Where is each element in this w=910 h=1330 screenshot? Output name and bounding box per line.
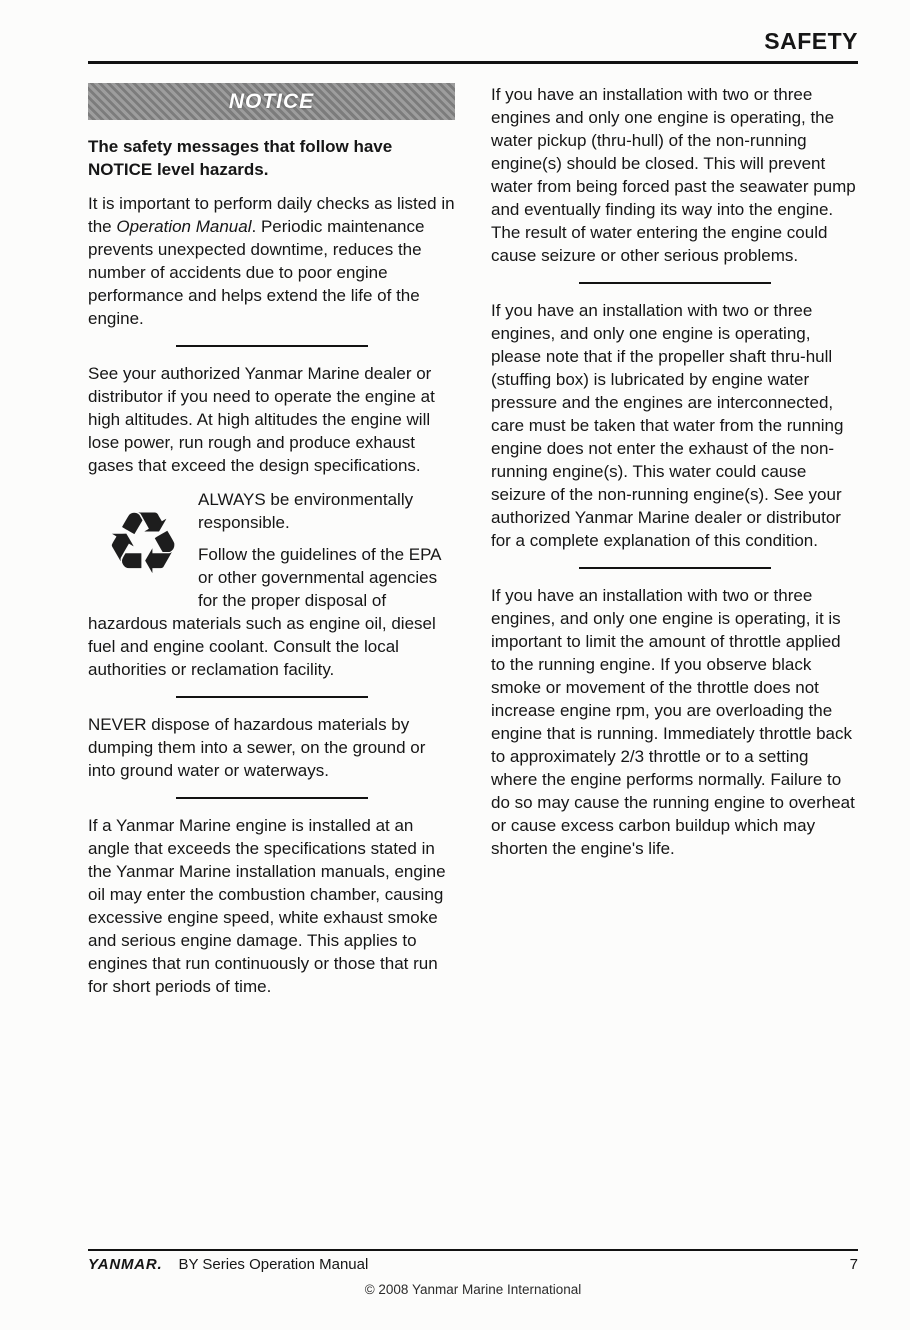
paragraph-divider bbox=[176, 345, 368, 347]
copyright-line: © 2008 Yanmar Marine International bbox=[364, 1282, 582, 1297]
right-column bbox=[491, 83, 858, 1009]
paragraph-installation-angle: If a Yanmar Marine engine is installed at an angle that exceeds the specifications stated in the Yanmar Marine installation manuals, engine oil may enter the combustion chamber, causing excessive engine speed, white exhaust smoke and serious engine damage. This applies to engines that run continuously or those that run for short periods of time. bbox=[88, 816, 446, 996]
paragraph-always-responsible: ALWAYS be environmentally responsible. bbox=[198, 490, 414, 532]
paragraph-divider bbox=[579, 567, 771, 569]
footer-row bbox=[88, 1256, 858, 1273]
left-column bbox=[88, 83, 455, 1009]
footer-rule bbox=[88, 1249, 858, 1251]
text-run: It is important to perform daily checks as listed in the bbox=[88, 194, 455, 236]
page-footer bbox=[88, 1249, 858, 1297]
text-run: . Periodic maintenance prevents unexpected downtime, reduces the number of accidents due to poor engine performance and helps extend the life of the engine. bbox=[88, 217, 425, 328]
yanmar-logo: YANMAR. bbox=[88, 1256, 163, 1273]
notice-banner bbox=[88, 83, 455, 120]
recycle-icon: ♻ bbox=[104, 494, 182, 594]
notice-heading: The safety messages that follow have NOTICE level hazards. bbox=[88, 137, 393, 179]
header-rule bbox=[88, 61, 858, 64]
paragraph-daily-checks bbox=[88, 192, 455, 330]
paragraph-divider bbox=[176, 797, 368, 799]
paragraph-water-pickup: If you have an installation with two or three engines and only one engine is operating, the water pickup (thru-hull) of the non-running engine(s) should be closed. This will prevent water from being forced past the seawater pump and eventually finding its way into the engine. The result of water entering the engine could cause seizure or other serious problems. bbox=[491, 85, 856, 265]
paragraph-epa-guidelines: Follow the guidelines of the EPA or other governmental agencies for the proper disposal of hazardous materials such as engine oil, diesel fuel and engine coolant. Consult the local authorities or reclamation facility. bbox=[88, 545, 441, 679]
italic-manual-title: Operation Manual bbox=[116, 217, 252, 236]
content-columns bbox=[88, 83, 858, 1009]
paragraph-altitude: See your authorized Yanmar Marine dealer or distributor if you need to operate the engine at high altitudes. At high altitudes the engine will lose power, run rough and produce exhaust gases that exceed the design specifications. bbox=[88, 364, 435, 475]
page-number: 7 bbox=[849, 1256, 858, 1273]
paragraph-stuffing-box: If you have an installation with two or three engines, and only one engine is operating, please note that if the propeller shaft thru-hull (stuffing box) is lubricated by engine water pressure and the engines are interconnected, care must be taken that water from the running engine does not enter the exhaust of the non-running engine(s). This water could cause seizure of the non-running engine(s). See your authorized Yanmar Marine dealer or distributor for a complete explanation of this condition. bbox=[491, 301, 844, 550]
environment-note bbox=[88, 488, 455, 681]
manual-title: BY Series Operation Manual bbox=[178, 1256, 369, 1273]
notice-label: NOTICE bbox=[228, 90, 315, 113]
section-title: SAFETY bbox=[764, 28, 858, 54]
paragraph-throttle-limit: If you have an installation with two or three engines, and only one engine is operating, it is important to limit the amount of throttle applied to the running engine. If you observe black smoke or movement of the throttle does not increase engine rpm, you are overloading the engine that is running. Immediately throttle back to approximately 2/3 throttle or to a setting where the engine performs normally. Failure to do so may cause the running engine to overheat or cause excess carbon buildup which may shorten the engine's life. bbox=[491, 586, 855, 858]
paragraph-never-dispose: NEVER dispose of hazardous materials by dumping them into a sewer, on the ground or into ground water or waterways. bbox=[88, 715, 426, 780]
paragraph-divider bbox=[579, 282, 771, 284]
paragraph-divider bbox=[176, 696, 368, 698]
page-header bbox=[88, 28, 858, 55]
